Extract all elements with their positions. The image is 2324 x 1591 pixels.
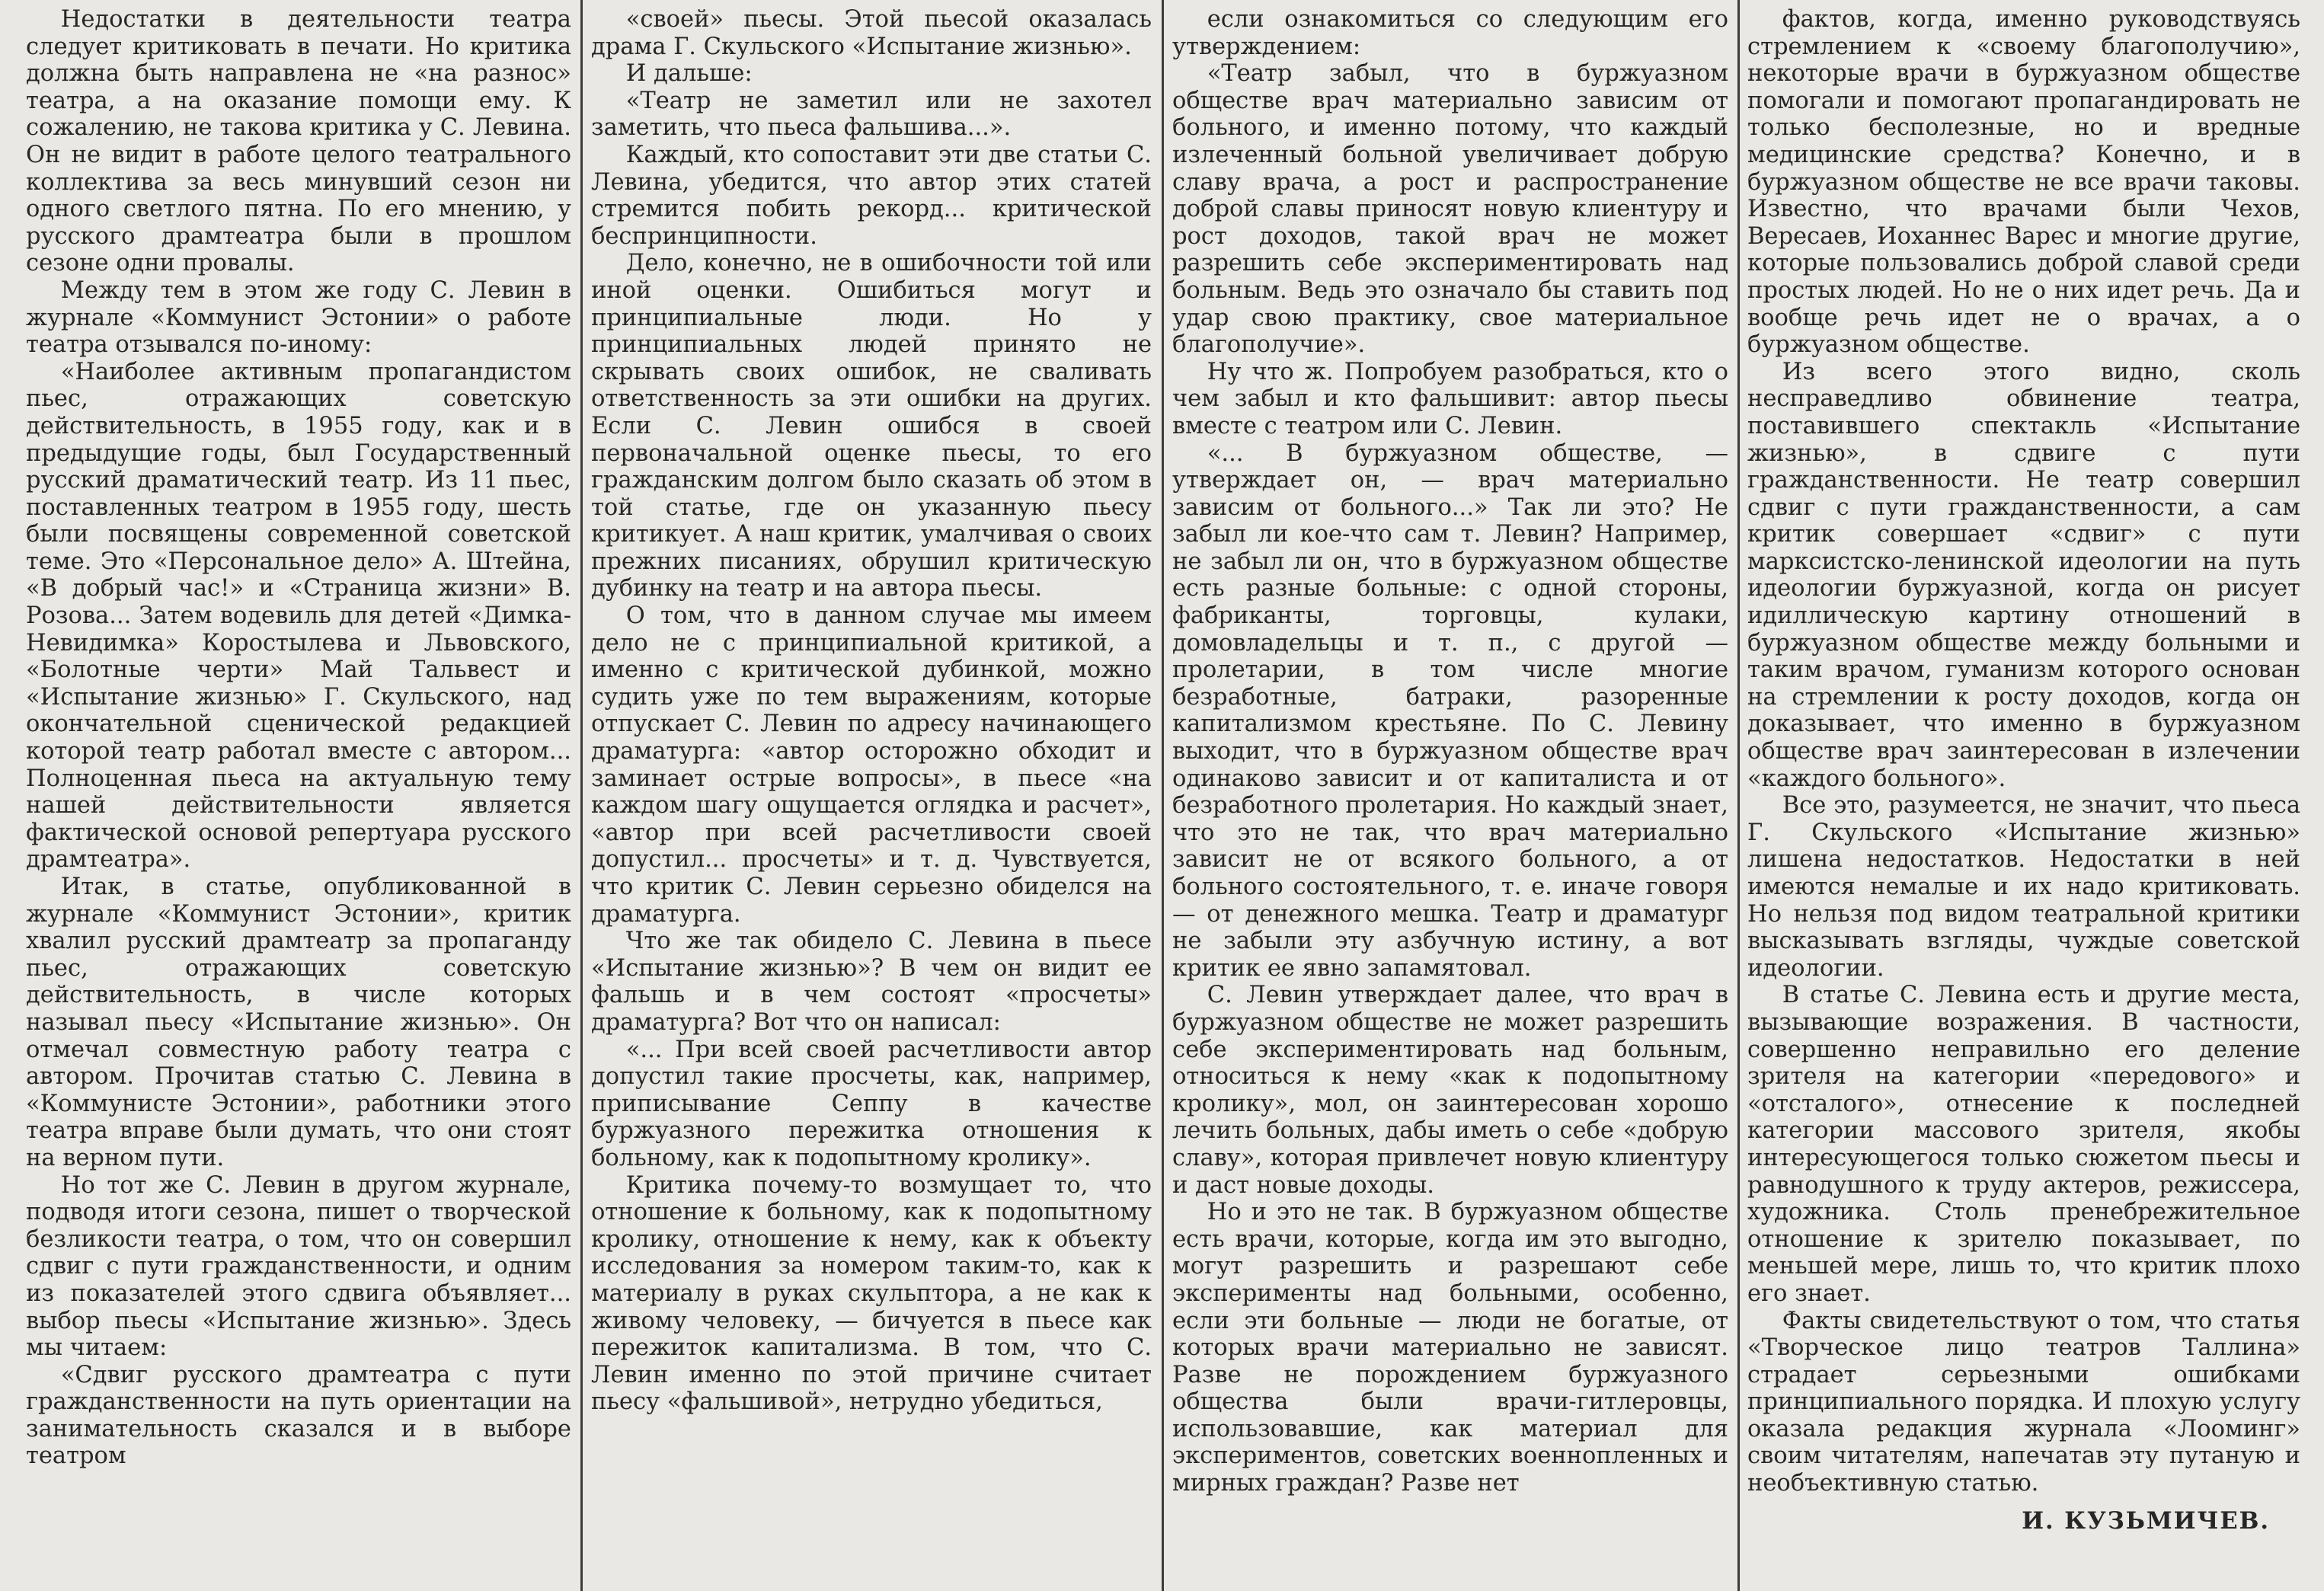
article-paragraph: Но и это не так. В буржуазном обществе есть врачи, которые, когда им это выгодно, могут разрешить и разрешают себе эксперименты над больными, особенно, если эти больные — люди не богатые, от которых врачи материально не зависят. Разве не порождением буржуазного общества были врачи-гитлеровцы, использовавшие, как материал для экспериментов, советских военнопленных и мирных граждан? Разве нет [1172, 1199, 1728, 1497]
article-paragraph: Ну что ж. Попробуем разобраться, кто о чем забыл и кто фальшивит: автор пьесы вместе с театром или С. Левин. [1172, 358, 1728, 439]
article-paragraph: Каждый, кто сопоставит эти две статьи С. Левина, убедится, что автор этих статей стремится побить рекорд... критической беспринципности. [591, 141, 1152, 250]
article-paragraph: «Наиболее активным пропагандистом пьес, отражающих советскую действительность, в 1955 году, как и в предыдущие годы, был Государственный русский драматический театр. Из 11 пьес, поставленных театром в 1955 году, шесть были посвящены современной советской теме. Это «Персональное дело» А. Штейна, «В добрый час!» и «Страница жизни» В. Розова... Затем водевиль для детей «Димка-Невидимка» Коростылева и Львовского, «Болотные черти» Май Тальвест и «Испытание жизнью» Г. Скульского, над окончательной сценической редакцией которой театр работал вместе с автором... Полноценная пьеса на актуальную тему нашей действительности является фактической основой репертуара русского драмтеатра». [26, 358, 571, 874]
column-divider [580, 0, 583, 1591]
article-paragraph: С. Левин утверждает далее, что врач в буржуазном обществе не может разрешить себе экспериментировать над больным, относиться к нему «как к подопытному кролику», мол, он заинтересован хорошо лечить больных, дабы иметь о себе «добрую славу», которая привлечет новую клиентуру и даст новые доходы. [1172, 982, 1728, 1199]
article-paragraph: «... В буржуазном обществе, — утверждает он, — врач материально зависим от больного...» Так ли это? Не забыл ли кое-что сам т. Левин? Например, не забыл ли он, что в буржуазном обществе есть разные больные: с одной стороны, фабриканты, торговцы, кулаки, домовладельцы и т. п., с другой — пролетарии, в том числе многие безработные, батраки, разоренные капитализмом крестьяне. По С. Левину выходит, что в буржуазном обществе врач одинаково зависит и от капиталиста и от безработного пролетария. Но каждый знает, что это не так, что врач материально зависит не от всякого больного, а от больного состоятельного, т. е. иначе говоря — от денежного мешка. Театр и драматург не забыли эту азбучную истину, а вот критик ее явно запамятовал. [1172, 439, 1728, 982]
article-paragraph: О том, что в данном случае мы имеем дело не с принципиальной критикой, а именно с критической дубинкой, можно судить уже по тем выражениям, которые отпускает С. Левин по адресу начинающего драматурга: «автор осторожно обходит и заминает острые вопросы», в пьесе «на каждом шагу ощущается оглядка и расчет», «автор при всей расчетливости своей допустил... просчеты» и т. д. Чувствуется, что критик С. Левин серьезно обиделся на драматурга. [591, 602, 1152, 928]
article-paragraph: Из всего этого видно, сколь несправедливо обвинение театра, поставившего спектакль «Испытание жизнью», в сдвиге с пути гражданственности. Не театр совершил сдвиг с пути гражданственности, а сам критик совершает «сдвиг» с пути марксистско-ленинской идеологии на путь идеологии буржуазной, когда он рисует идиллическую картину отношений в буржуазном обществе между больными и таким врачом, гуманизм которого основан на стремлении к росту доходов, когда он доказывает, что именно в буржуазном обществе врач заинтересован в излечении «каждого больного». [1747, 358, 2300, 792]
article-paragraph: Итак, в статье, опубликованной в журнале «Коммунист Эстонии», критик хвалил русский драмтеатр за пропаганду пьес, отражающих советскую действительность, в числе которых называл пьесу «Испытание жизнью». Он отмечал совместную работу театра с автором. Прочитав статью С. Левина в «Коммунисте Эстонии», работники этого театра вправе были думать, что они стоят на верном пути. [26, 874, 571, 1171]
author-signature: И. КУЗЬМИЧЕВ. [2022, 1506, 2270, 1535]
article-paragraph: Недостатки в деятельности театра следует критиковать в печати. Но критика должна быть направлена не «на разнос» театра, а на оказание помощи ему. К сожалению, не такова критика у С. Левина. Он не видит в работе целого театрального коллектива за весь минувший сезон ни одного светлого пятна. По его мнению, у русского драмтеатра были в прошлом сезоне одни провалы. [26, 6, 571, 277]
article-paragraph: Все это, разумеется, не значит, что пьеса Г. Скульского «Испытание жизнью» лишена недостатков. Недостатки в ней имеются немалые и их надо критиковать. Но нельзя под видом театральной критики высказывать взгляды, чуждые советской идеологии. [1747, 792, 2300, 982]
column-divider [1737, 0, 1740, 1591]
article-paragraph: И дальше: [625, 60, 753, 88]
column-divider [1162, 0, 1164, 1591]
article-column-2 [591, 6, 1152, 1585]
article-paragraph: Дело, конечно, не в ошибочности той или иной оценки. Ошибиться могут и принципиальные люди. Но у принципиальных людей принято не скрывать своих ошибок, не сваливать ответственность за эти ошибки на других. Если С. Левин ошибся в своей первоначальной оценке пьесы, то его гражданским долгом было сказать об этом в той статье, где он указанную пьесу критикует. А наш критик, умалчивая о своих прежних писаниях, обрушил критическую дубинку на театр и на автора пьесы. [591, 250, 1152, 602]
article-paragraph: Что же так обидело С. Левина в пьесе «Испытание жизнью»? В чем он видит ее фальшь и в чем состоят «просчеты» драматурга? Вот что он написал: [591, 928, 1152, 1036]
article-column-4 [1747, 6, 2300, 1585]
article-paragraph: «... При всей своей расчетливости автор допустил такие просчеты, как, например, приписывание Сеппу в качестве буржуазного пережитка отношения к больному, как к подопытному кролику». [591, 1036, 1152, 1171]
article-paragraph: В статье С. Левина есть и другие места, вызывающие возражения. В частности, совершенно неправильно его деление зрителя на категории «передового» и «отсталого», отнесение к последней категории массового зрителя, якобы интересующегося только сюжетом пьесы и равнодушного к труду актеров, режиссера, художника. Столь пренебрежительное отношение к зрителю показывает, по меньшей мере, лишь то, что критик плохо его знает. [1747, 982, 2300, 1307]
article-column-1 [26, 6, 571, 1585]
article-paragraph: если ознакомиться со следующим его утверждением: [1172, 6, 1728, 60]
article-paragraph: фактов, когда, именно руководствуясь стремлением к «своему благополучию», некоторые врачи в буржуазном обществе помогали и помогают пропагандировать не только бесполезные, но и вредные медицинские средства? Конечно, и в буржуазном обществе не все врачи таковы. Известно, что врачами были Чехов, Вересаев, Иоханнес Варес и многие другие, которые пользовались доброй славой среди простых людей. Но не о них идет речь. Да и вообще речь идет не о врачах, а о буржуазном обществе. [1747, 6, 2300, 359]
article-paragraph: «Театр забыл, что в буржуазном обществе врач материально зависим от больного, и именно потому, что каждый излеченный больной увеличивает добрую славу врача, а рост и распространение доброй славы приносят новую клиентуру и рост доходов, такой врач не может разрешить себе экспериментировать над больным. Ведь это означало бы ставить под удар свою практику, свое материальное благополучие». [1172, 60, 1728, 359]
article-paragraph: Критика почему-то возмущает то, что отношение к больному, как к подопытному кролику, отношение к нему, как к объекту исследования за номером таким-то, как к материалу в руках скульптора, а не как к живому человеку, — бичуется в пьесе как пережиток капитализма. В том, что С. Левин именно по этой причине считает пьесу «фальшивой», нетрудно убедиться, [591, 1171, 1152, 1416]
article-paragraph: Факты свидетельствуют о том, что статья «Творческое лицо театров Таллина» страдает серьезными ошибками принципиального порядка. И плохую услугу оказала редакция журнала «Лооминг» своим читателям, напечатав эту путаную и необъективную статью. [1747, 1307, 2300, 1497]
article-column-3 [1172, 6, 1728, 1585]
article-paragraph: Между тем в этом же году С. Левин в журнале «Коммунист Эстонии» о работе театра отзывался по-иному: [26, 276, 571, 359]
article-paragraph: «Театр не заметил или не захотел заметить, что пьеса фальшива...». [591, 87, 1152, 142]
article-paragraph: Но тот же С. Левин в другом журнале, подводя итоги сезона, пишет о творческой безликости театра, о том, что он совершил сдвиг с пути гражданственности, и одним из показателей этого сдвига объявляет... выбор пьесы «Испытание жизнью». Здесь мы читаем: [26, 1171, 571, 1362]
article-paragraph: «своей» пьесы. Этой пьесой оказалась драма Г. Скульского «Испытание жизнью». [591, 6, 1152, 60]
article-paragraph: «Сдвиг русского драмтеатра с пути гражданственности на путь ориентации на занимательность сказался и в выборе театром [26, 1361, 571, 1470]
